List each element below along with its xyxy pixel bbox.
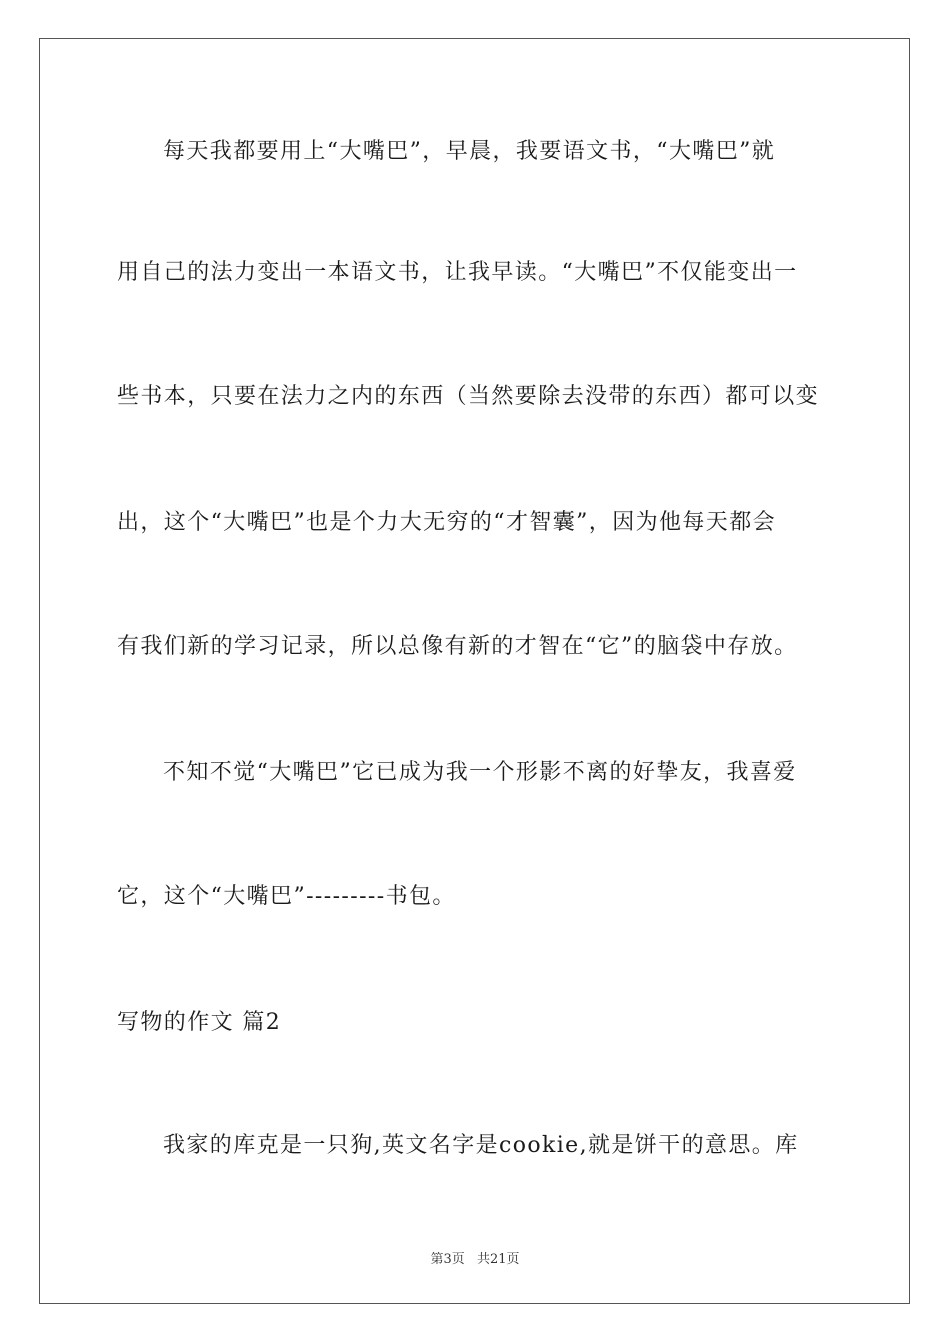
paragraph-line: 不知不觉“大嘴巴”它已成为我一个形影不离的好挚友，我喜爱	[163, 760, 797, 785]
paragraph-line: 有我们新的学习记录，所以总像有新的才智在“它”的脑袋中存放。	[117, 634, 798, 659]
page-total: 共21页	[476, 1252, 520, 1267]
paragraph-line: 用自己的法力变出一本语文书，让我早读。“大嘴巴”不仅能变出一	[117, 260, 798, 285]
section-heading: 写物的作文 篇2	[117, 1010, 282, 1035]
paragraph-line: 出，这个“大嘴巴”也是个力大无穷的“才智囊”，因为他每天都会	[117, 510, 776, 535]
page-footer	[0, 1248, 950, 1267]
page-number: 第3页	[430, 1252, 465, 1267]
paragraph-line: 每天我都要用上“大嘴巴”，早晨，我要语文书，“大嘴巴”就	[163, 139, 776, 164]
paragraph-line: 些书本，只要在法力之内的东西（当然要除去没带的东西）都可以变	[117, 384, 820, 409]
page-border	[39, 38, 910, 1304]
paragraph-line: 我家的库克是一只狗,英文名字是cookie,就是饼干的意思。库	[163, 1133, 799, 1158]
paragraph-line: 它，这个“大嘴巴”---------书包。	[117, 884, 456, 909]
